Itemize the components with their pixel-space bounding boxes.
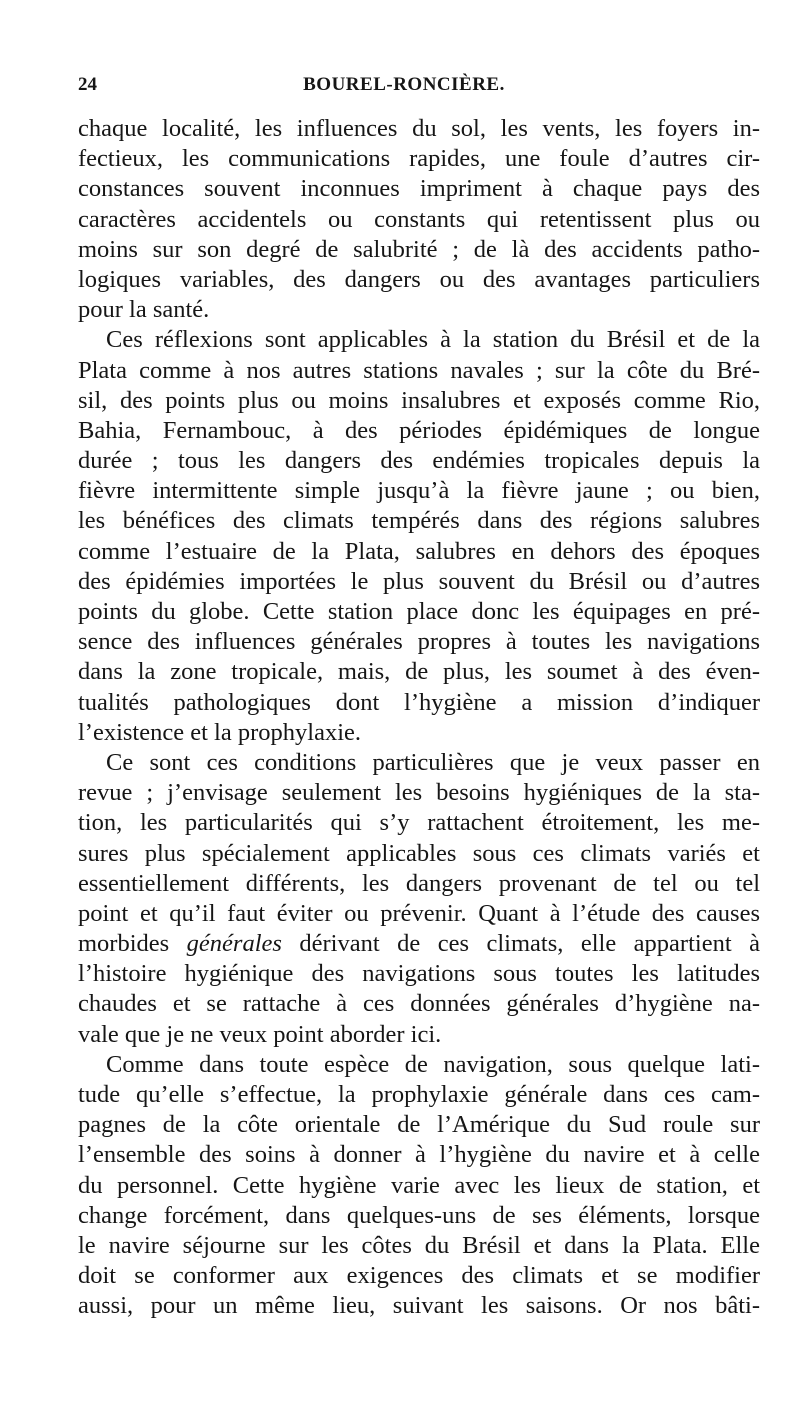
text-line: sence des influences générales propres à toutes les navigations	[78, 628, 760, 656]
text-line: les bénéfices des climats tempérés dans des régions salubres	[78, 507, 760, 535]
text-line: change forcément, dans quelques-uns de ses éléments, lorsque	[78, 1201, 760, 1229]
text-line: moins sur son degré de salubrité ; de là des accidents patho-	[78, 235, 760, 263]
body-text	[78, 114, 760, 1322]
page-header	[78, 74, 730, 100]
text-line: du personnel. Cette hygiène varie avec les lieux de station, et	[78, 1171, 760, 1199]
text-line: des épidémies importées le plus souvent du Brésil ou d’autres	[78, 567, 760, 595]
text-line: points du globe. Cette station place donc les équipages en pré-	[78, 598, 760, 625]
text-line: comme l’estuaire de la Plata, salubres en dehors des époques	[78, 537, 760, 565]
text-line: pour la santé.	[78, 296, 210, 324]
text-line: l’ensemble des soins à donner à l’hygiène du navire et à celle	[78, 1141, 760, 1169]
text-line: constances souvent inconnues impriment à chaque pays des	[78, 175, 760, 203]
text-line: dans la zone tropicale, mais, de plus, les soumet à des éven-	[78, 658, 760, 686]
text-line: Plata comme à nos autres stations navales ; sur la côte du Bré-	[78, 356, 760, 384]
text-line: vale que je ne veux point aborder ici.	[78, 1020, 442, 1048]
text-line: fièvre intermittente simple jusqu’à la fièvre jaune ; ou bien,	[78, 477, 760, 505]
text-line: aussi, pour un même lieu, suivant les saisons. Or nos bâti-	[78, 1292, 760, 1320]
text-line: Ces réflexions sont applicables à la station du Brésil et de la	[106, 326, 760, 354]
text-line: l’existence et la prophylaxie.	[78, 718, 361, 746]
text-line: Bahia, Fernambouc, à des périodes épidémiques de longue	[78, 416, 760, 444]
text-line: sures plus spécialement applicables sous ces climats variés et	[78, 839, 760, 867]
running-head: BOUREL-RONCIÈRE.	[303, 74, 505, 95]
text-line: revue ; j’envisage seulement les besoins hygiéniques de la sta-	[78, 779, 760, 807]
text-line: tualités pathologiques dont l’hygiène a mission d’indiquer	[78, 688, 760, 716]
text-line: chaudes et se rattache à ces données générales d’hygiène na-	[78, 990, 760, 1018]
text-line: chaque localité, les influences du sol, les vents, les foyers in-	[78, 115, 760, 142]
page-number: 24	[78, 74, 97, 95]
emphasized-word: générales	[186, 930, 282, 958]
text-line: sil, des points plus ou moins insalubres et exposés comme Rio,	[78, 386, 760, 414]
text-line: tude qu’elle s’effectue, la prophylaxie générale dans ces cam-	[78, 1081, 760, 1108]
text-line: le navire séjourne sur les côtes du Brésil et dans la Plata. Elle	[78, 1231, 760, 1259]
text-line: durée ; tous les dangers des endémies tropicales depuis la	[78, 447, 760, 475]
text-line: tion, les particularités qui s’y rattachent étroitement, les me-	[78, 809, 760, 837]
text-line: essentiellement différents, les dangers provenant de tel ou tel	[78, 869, 760, 897]
text-line: Ce sont ces conditions particulières que je veux passer en	[106, 748, 760, 776]
text-line: caractères accidentels ou constants qui retentissent plus ou	[78, 205, 760, 233]
text-line: pagnes de la côte orientale de l’Amérique du Sud roule sur	[78, 1111, 760, 1139]
text-line: l’histoire hygiénique des navigations sous toutes les latitudes	[78, 960, 760, 988]
text-line: doit se conformer aux exigences des climats et se modifier	[78, 1262, 760, 1290]
text-line: logiques variables, des dangers ou des avantages particuliers	[78, 265, 760, 293]
text-line: morbides générales dérivant de ces climats, elle appartient à	[78, 930, 760, 958]
text-line: fectieux, les communications rapides, une foule d’autres cir-	[78, 145, 760, 173]
text-line: point et qu’il faut éviter ou prévenir. Quant à l’étude des causes	[78, 899, 760, 927]
text-line: Comme dans toute espèce de navigation, sous quelque lati-	[106, 1050, 760, 1078]
